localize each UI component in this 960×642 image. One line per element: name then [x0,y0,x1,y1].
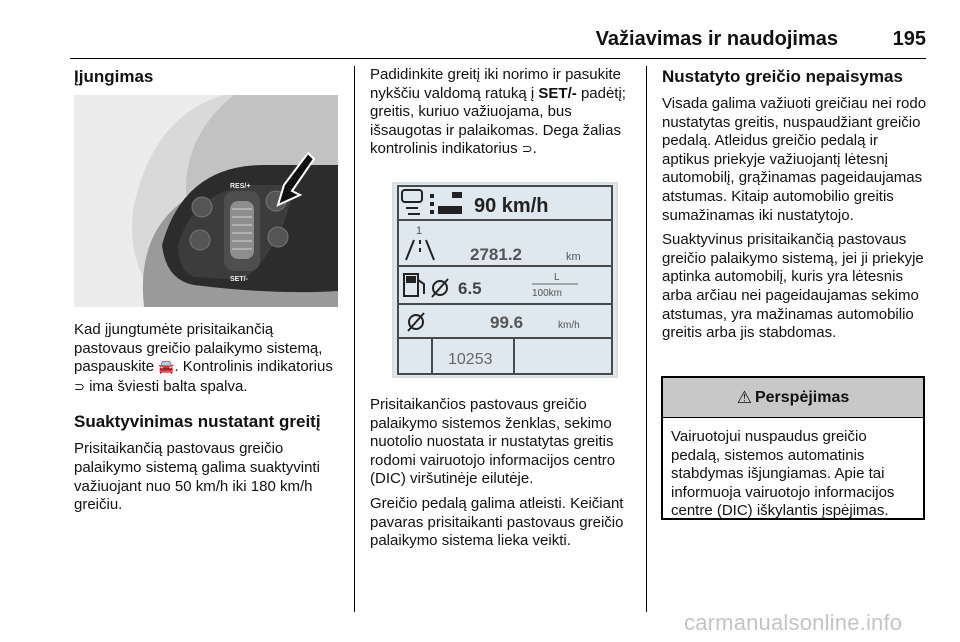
trip-distance-value: 2781.2 [470,244,522,264]
set-button-label: SET/- [538,84,577,102]
warning-title: Perspėjimas [754,388,850,406]
trip-distance-unit: km [566,250,581,263]
warning-box [661,376,925,520]
column-2 [370,66,634,557]
activation-paragraph: Kad įjungtumėte prisitaikančią pastovaus greičio palaikymo sistemą, paspauskite 🚘. Kontrolinis indikatorius ⊃ ima šviesti balta spalva. [74,321,333,395]
fuel-consumption-value: 6.5 [458,278,482,298]
warning-text: Vairuotojui nuspaudus greičio pedalą, sistemos automatinis stabdymas išjungiamas. Apie tai informuoja vairuotojo informacijos centre (DIC) iškylantis įspėjimas. [671,428,895,520]
green-indicator-icon: ⊃ [521,142,533,158]
override-paragraph: Visada galima važiuoti greičiau nei rodo nustatytas greitis, nuspaudžiant greičio pedalą. Atleidus greičio pedalą ir aptikus priekyje važiuojantį lėtesnį automobilį, grąžinamas pageidaujamas atstumas. Kitaip automobilio greitis sumažinamas iki nustatytojo. [662,95,927,224]
dic-display-illustration [392,182,618,378]
adaptive-cruise-icon: 🚘 [158,360,175,376]
set-speed-paragraph: Prisitaikančią pastovaus greičio palaikymo sistemą galima suaktyvinti važiuojant nuo 50 km/h iki 180 km/h greičiu. [74,440,320,514]
average-speed-unit: km/h [558,319,580,331]
dic-description-paragraph: Prisitaikančios pastovaus greičio palaikymo sistemos ženklas, sekimo nuotolio nuostata ir nustatytas greitis rodomi vairuotojo informacijos centro (DIC) viršutinėje eilutėje. [370,395,616,488]
watermark: carmanualsonline.info [684,610,903,635]
column-3 [662,66,928,349]
steering-wheel-illustration [74,95,338,307]
column-1 [74,66,344,521]
column-divider [646,66,647,612]
odometer-value: 10253 [448,350,493,368]
fuel-unit-top: L [554,271,560,283]
cruise-indicator-icon: ⊃ [74,379,85,395]
warning-header [663,378,923,418]
heading-activation: Įjungimas [74,67,154,86]
page-number: 195 [892,28,926,50]
set-speed-value: 90 km/h [474,194,549,217]
running-header-title: Važiavimas ir naudojimas [595,28,838,50]
warning-triangle-icon: ⚠ [736,387,752,408]
column-divider [354,66,355,612]
pedal-release-paragraph: Greičio pedalą galima atleisti. Keičiant pavaras prisitaikanti pastovaus greičio palaikymo sistema lieka veikti. [370,494,624,550]
res-label: RES/+ [230,183,251,190]
braking-paragraph: Suaktyvinus prisitaikančią pastovaus greičio palaikymo sistemą, jei ji priekyje aptinka automobilį, kuris yra lėtesnis arba arčiau nei pageidaujamas sekimo atstumas, yra mažinamas automobilio greitis arba jis stabdomas. [662,231,924,342]
set-label: SET/- [230,276,248,283]
fuel-unit-bottom: 100km [532,287,563,299]
average-speed-value: 99.6 [490,312,524,332]
heading-override: Nustatyto greičio nepaisymas [662,67,903,86]
heading-set-speed: Suaktyvinimas nustatant greitį [74,412,321,432]
gear-indicator: 1 [416,224,423,237]
header-rule [70,58,926,59]
set-speed-instruction-paragraph: Padidinkite greitį iki norimo ir pasukite nykščiu valdomą ratuką į SET/- padėtį; greitis, kuriuo važiuojama, bus išsaugotas ir palaikomas. Dega žalias kontrolinis indikatorius ⊃. [370,66,626,158]
